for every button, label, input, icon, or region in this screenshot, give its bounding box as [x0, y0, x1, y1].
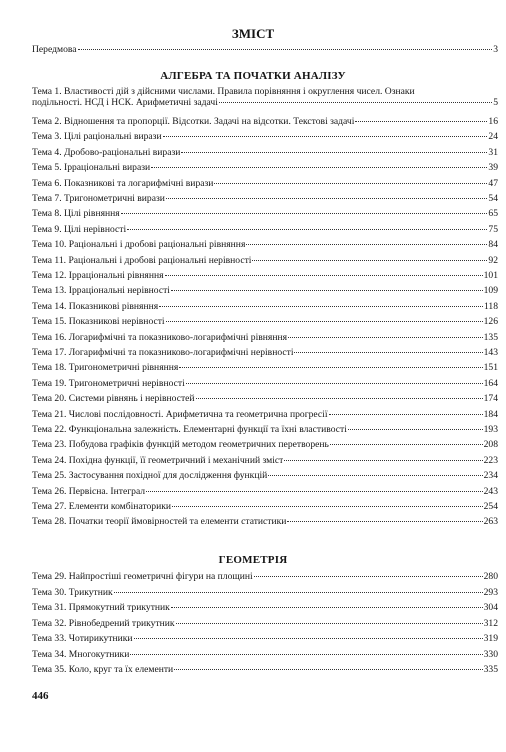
- toc-entry-page: 151: [483, 362, 498, 374]
- toc-entry-preface[interactable]: [32, 44, 498, 55]
- dot-leader: [134, 638, 483, 639]
- toc-entry-label: Тема 4. Дробово-раціональні вирази: [32, 146, 181, 158]
- toc-entry-label: Тема 33. Чотирикутники: [32, 633, 133, 644]
- toc-entry[interactable]: [32, 664, 498, 675]
- toc-entry-label: Тема 22. Функціональна залежність. Елементарні функції та їхні властивості: [32, 424, 347, 435]
- toc-entry-page: 39: [488, 162, 498, 174]
- toc-entry-label: Тема 7. Тригонометричні вирази: [32, 193, 165, 204]
- section-heading-geometry: ГЕОМЕТРІЯ: [218, 554, 288, 566]
- toc-entry[interactable]: [32, 486, 498, 497]
- toc-entry-label: Тема 14. Показникові рівняння: [32, 300, 159, 312]
- page-title: ЗМІСТ: [231, 26, 275, 41]
- dot-leader: [163, 136, 488, 137]
- dot-leader: [146, 491, 483, 492]
- toc-entry-page: 65: [488, 208, 498, 220]
- toc-entry-label: Тема 25. Застосування похідної для дослідження функцій: [32, 470, 268, 482]
- toc-entry[interactable]: [32, 602, 498, 613]
- toc-entry-multiline[interactable]: [32, 86, 498, 108]
- toc-entry[interactable]: [32, 224, 498, 235]
- dot-leader: [159, 306, 483, 307]
- toc-entry[interactable]: [32, 455, 498, 466]
- toc-entry-label: Передмова: [32, 44, 77, 55]
- toc-entry[interactable]: [32, 208, 498, 219]
- dot-leader: [166, 321, 483, 322]
- toc-entry-label: Тема 16. Логарифмічні та показниково-логарифмічні рівняння: [32, 331, 288, 343]
- toc-entry-page: 193: [483, 424, 498, 435]
- toc-entry-label: Тема 27. Елементи комбінаторики: [32, 501, 172, 512]
- dot-leader: [268, 475, 482, 476]
- toc-entry-label: Тема 20. Системи рівнянь і нерівностей: [32, 393, 195, 405]
- dot-leader: [172, 506, 483, 507]
- toc-entry[interactable]: [32, 193, 498, 204]
- toc-entry[interactable]: [32, 409, 498, 420]
- dot-leader: [174, 669, 482, 670]
- toc-entry-page: 16: [488, 116, 498, 127]
- dot-leader: [214, 183, 487, 184]
- toc-entry-label: Тема 30. Трикутник: [32, 586, 113, 598]
- dot-leader: [284, 460, 482, 461]
- dot-leader: [127, 229, 487, 230]
- toc-entry-page: 174: [483, 393, 498, 405]
- toc-entry-page: 319: [483, 633, 498, 644]
- dot-leader: [114, 592, 483, 593]
- toc-entry-label: Тема 2. Відношення та пропорції. Відсотки. Задачі на відсотки. Текстові задачі: [32, 116, 355, 127]
- dot-leader: [355, 121, 487, 122]
- toc-entry-page: 47: [488, 177, 498, 189]
- toc-entry[interactable]: [32, 393, 498, 404]
- toc-entry-label: Тема 35. Коло, круг та їх елементи: [32, 664, 174, 675]
- dot-leader: [252, 260, 487, 261]
- toc-entry-page: 184: [483, 408, 498, 420]
- toc-entry[interactable]: [32, 424, 498, 435]
- toc-entry[interactable]: [32, 178, 498, 189]
- dot-leader: [166, 198, 487, 199]
- toc-entry-label: Тема 3. Цілі раціональні вирази: [32, 131, 162, 143]
- dot-leader: [219, 102, 492, 103]
- toc-entry-page: 54: [488, 193, 498, 204]
- toc-entry-page: 223: [483, 454, 498, 466]
- dot-leader: [165, 275, 483, 276]
- toc-entry-label: Тема 34. Многокутники: [32, 648, 130, 660]
- toc-entry[interactable]: [32, 285, 498, 296]
- toc-entry[interactable]: [32, 571, 498, 582]
- toc-entry-page: 101: [483, 270, 498, 281]
- toc-entry-page: 24: [488, 131, 498, 143]
- dot-leader: [287, 521, 482, 522]
- toc-entry[interactable]: [32, 301, 498, 312]
- toc-entry-page: 135: [483, 331, 498, 343]
- toc-entry[interactable]: [32, 362, 498, 373]
- dot-leader: [179, 367, 482, 368]
- toc-entry-page: 234: [483, 470, 498, 482]
- toc-entry[interactable]: [32, 649, 498, 660]
- toc-entry-label: Тема 8. Цілі рівняння: [32, 208, 120, 220]
- toc-entry-page: 109: [483, 285, 498, 297]
- toc-entry[interactable]: [32, 332, 498, 343]
- toc-entry-page: 84: [488, 239, 498, 251]
- dot-leader: [330, 444, 483, 445]
- toc-entry[interactable]: [32, 270, 498, 281]
- toc-entry-label: Тема 17. Логарифмічні та показниково-логарифмічні нерівності: [32, 347, 294, 358]
- toc-entry-label: Тема 18. Тригонометричні рівняння: [32, 362, 179, 374]
- toc-entry-label: Тема 5. Ірраціональні вирази: [32, 162, 151, 174]
- toc-entry[interactable]: [32, 116, 498, 127]
- toc-entry[interactable]: [32, 378, 498, 389]
- toc-entry[interactable]: [32, 255, 498, 266]
- dot-leader: [121, 213, 488, 214]
- toc-entry[interactable]: [32, 516, 498, 527]
- toc-entry-label: Тема 23. Побудова графіків функцій методом геометричних перетворень: [32, 439, 329, 451]
- toc-entry-page: 293: [483, 586, 498, 598]
- toc-entry-line2: [32, 97, 498, 108]
- toc-entry-page: 118: [483, 300, 498, 312]
- toc-entry-page: 126: [483, 316, 498, 328]
- page-number: 446: [32, 690, 49, 702]
- toc-entry[interactable]: [32, 470, 498, 481]
- toc-entry-label: Тема 6. Показникові та логарифмічні вирази: [32, 177, 214, 189]
- dot-leader: [196, 398, 483, 399]
- dot-leader: [329, 414, 483, 415]
- toc-entry[interactable]: [32, 162, 498, 173]
- toc-entry-page: 208: [483, 439, 498, 451]
- toc-entry[interactable]: [32, 316, 498, 327]
- dot-leader: [246, 244, 487, 245]
- toc-entry-page: 92: [488, 254, 498, 266]
- toc-entry[interactable]: [32, 587, 498, 598]
- dot-leader: [254, 576, 483, 577]
- toc-entry-page: 31: [488, 146, 498, 158]
- toc-entry-label: Тема 29. Найпростіші геометричні фігури на площині: [32, 571, 253, 582]
- dot-leader: [288, 337, 483, 338]
- dot-leader: [171, 290, 483, 291]
- toc-entry-label: Тема 21. Числові послідовності. Арифметична та геометрична прогресії: [32, 408, 328, 420]
- toc-entry[interactable]: [32, 347, 498, 358]
- toc-entry-label: Тема 11. Раціональні і дробові раціональні нерівності: [32, 254, 252, 266]
- toc-entry-page: 143: [483, 347, 498, 358]
- toc-entry-label: Тема 26. Первісна. Інтеграл: [32, 485, 146, 497]
- toc-entry-label-line2: подільності. НСД і НСК. Арифметичні задачі: [32, 97, 218, 108]
- dot-leader: [151, 167, 487, 168]
- toc-entry-label: Тема 24. Похідна функції, її геометричний і механічний зміст: [32, 454, 284, 466]
- toc-entry-page: 254: [483, 501, 498, 512]
- toc-entry-page: 335: [483, 664, 498, 675]
- dot-leader: [78, 49, 493, 50]
- toc-entry-label: Тема 32. Рівнобедрений трикутник: [32, 617, 175, 629]
- toc-entry-page: 243: [483, 485, 498, 497]
- toc-entry[interactable]: [32, 618, 498, 629]
- dot-leader: [171, 607, 483, 608]
- section-heading-algebra: АЛГЕБРА ТА ПОЧАТКИ АНАЛІЗУ: [160, 70, 346, 82]
- toc-entry-label: Тема 10. Раціональні і дробові раціональні рівняння: [32, 239, 246, 251]
- toc-entry-label: Тема 15. Показникові нерівності: [32, 316, 165, 328]
- toc-entry-page: 75: [488, 223, 498, 235]
- dot-leader: [130, 654, 482, 655]
- toc-entry-page: 263: [483, 516, 498, 528]
- toc-entry-label: Тема 31. Прямокутний трикутник: [32, 602, 170, 613]
- toc-entry-label-line1: Тема 1. Властивості дій з дійсними числами. Правила порівняння і округлення чисел. Ознаки: [32, 86, 415, 97]
- toc-entry-page: 5: [493, 97, 498, 108]
- toc-entry[interactable]: [32, 131, 498, 142]
- toc-entry-label: Тема 28. Початки теорії ймовірностей та елементи статистики: [32, 516, 287, 528]
- toc-entry[interactable]: [32, 239, 498, 250]
- toc-entry-label: Тема 9. Цілі нерівності: [32, 223, 127, 235]
- toc-entry[interactable]: [32, 501, 498, 512]
- toc-entry[interactable]: [32, 439, 498, 450]
- toc-entry-page: 3: [493, 44, 498, 55]
- toc-entry-label: Тема 19. Тригонометричні нерівності: [32, 377, 185, 389]
- dot-leader: [294, 352, 482, 353]
- toc-entry-label: Тема 13. Ірраціональні нерівності: [32, 285, 170, 297]
- dot-leader: [176, 623, 483, 624]
- dot-leader: [348, 429, 483, 430]
- toc-entry-page: 312: [483, 617, 498, 629]
- toc-entry-page: 304: [483, 602, 498, 613]
- dot-leader: [181, 152, 487, 153]
- toc-entry-page: 330: [483, 648, 498, 660]
- dot-leader: [186, 383, 483, 384]
- toc-entry[interactable]: [32, 633, 498, 644]
- toc-entry[interactable]: [32, 147, 498, 158]
- toc-entry-label: Тема 12. Ірраціональні рівняння: [32, 270, 164, 281]
- toc-entry-page: 280: [483, 571, 498, 582]
- toc-entry-page: 164: [483, 377, 498, 389]
